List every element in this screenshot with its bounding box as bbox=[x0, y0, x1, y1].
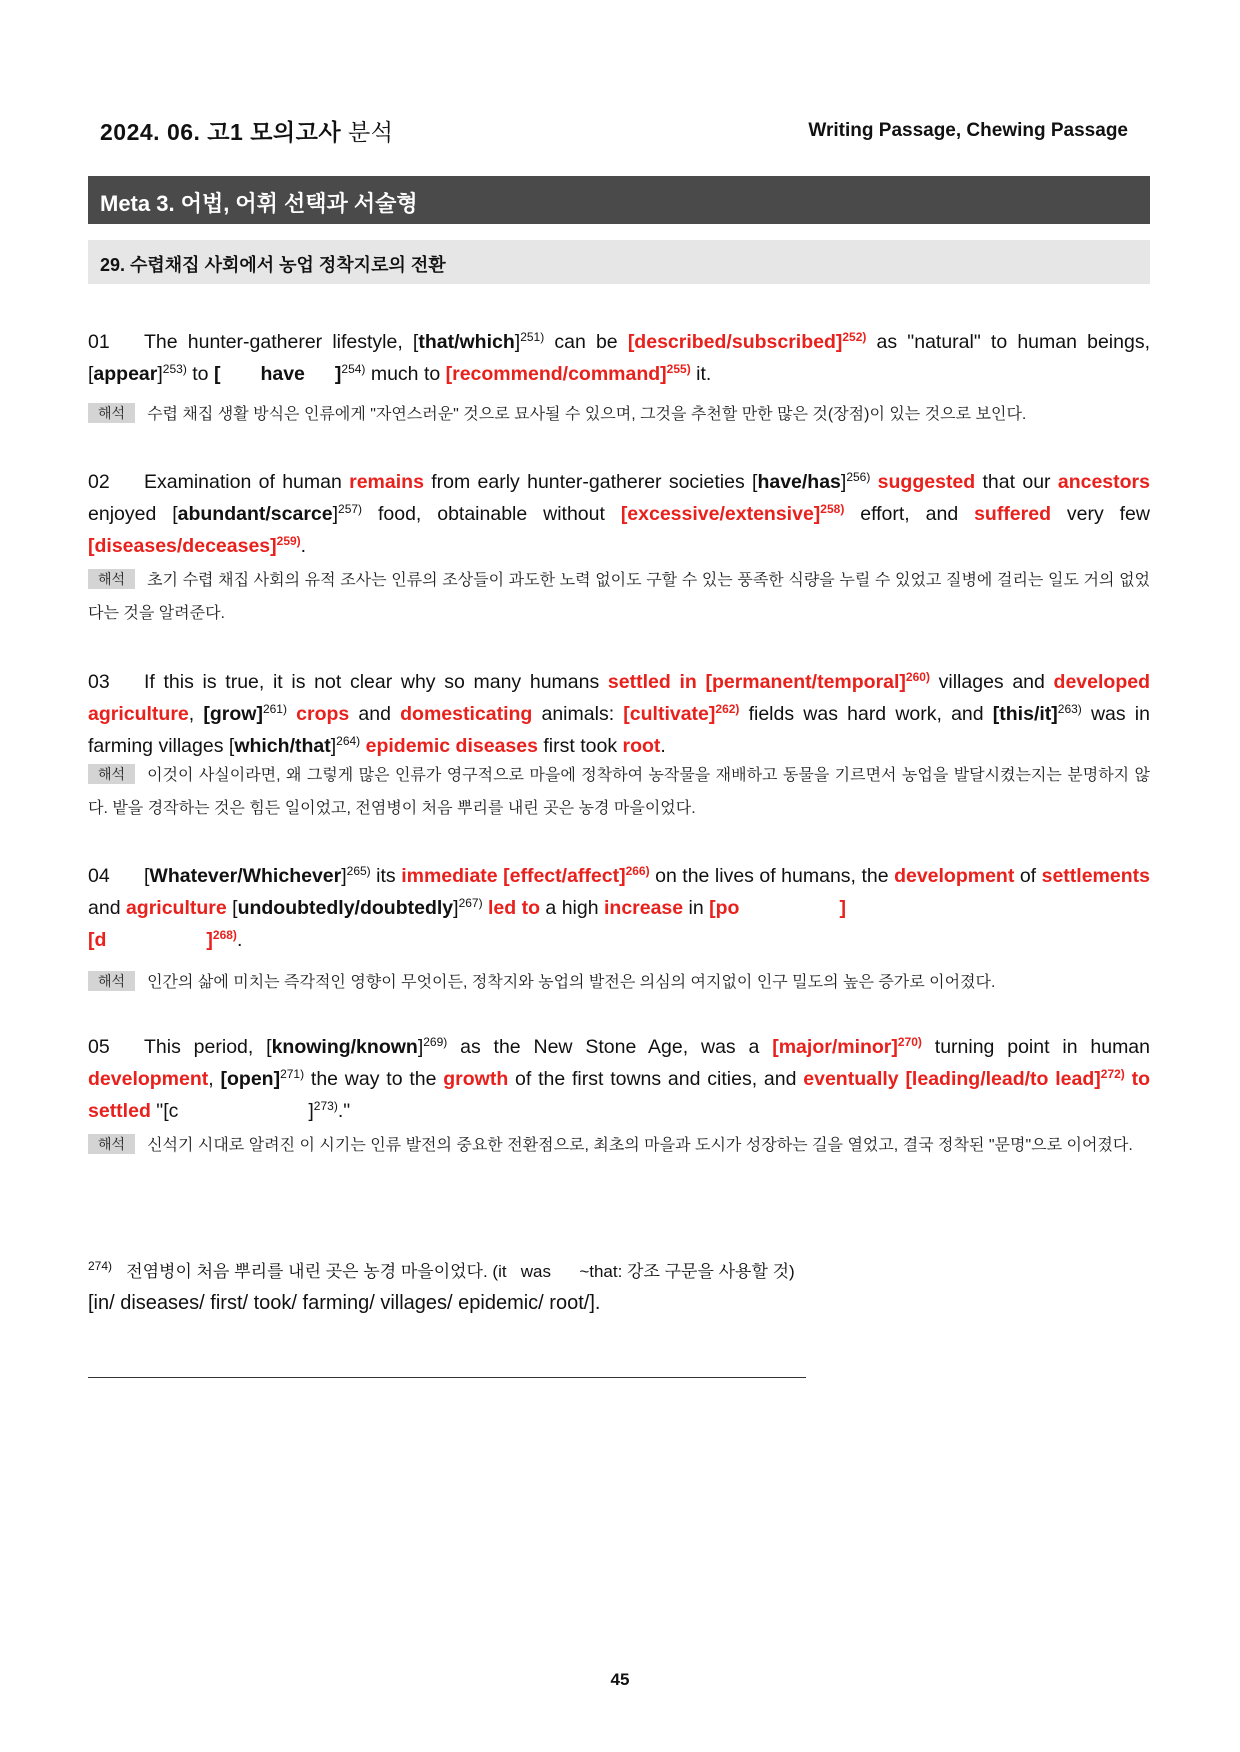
paragraph-02: 02 Examination of human remains from early hunter-gatherer societies [have/has]$^{256)}$ suggested that our ancestors enjoyed [abundant/scarce]$^{257)}$ food, obtainable without [excessive/extensive]$^{258)}$ effort, and suffered very few [diseases/deceases]$^{259)}$. bbox=[88, 466, 1150, 562]
translation-tag: 해석 bbox=[88, 1134, 135, 1154]
translation-01 bbox=[88, 398, 1150, 431]
paragraph-04: 04 [Whatever/Whichever]$^{265)}$ its immediate [effect/affect]$^{266)}$ on the lives of humans, the development of settlements and agriculture [undoubtedly/doubtedly]$^{267)}$ led to a high increase in [po ] [d ]$^{268)}$. bbox=[88, 860, 1150, 956]
translation-text: 인간의 삶에 미치는 즉각적인 영향이 무엇이든, 정착지와 농업의 발전은 의심의 여지없이 인구 밀도의 높은 증가로 이어졌다. bbox=[147, 974, 996, 991]
paragraph-05: 05 This period, [knowing/known]$^{269)}$ as the New Stone Age, was a [major/minor]$^{270)}$ turning point in human development, [open]$^{271)}$ the way to the growth of the first towns and cities, and eventually [leading/lead/to lead]$^{272)}$ to settled "[c ]$^{273)}$." bbox=[88, 1031, 1150, 1127]
header-exam-title bbox=[100, 114, 393, 147]
paragraph-number: 02 bbox=[88, 471, 110, 493]
header-analysis: 분석 bbox=[347, 119, 394, 145]
question-title: 29. 수렵채집 사회에서 농업 정착지로의 전환 bbox=[88, 240, 1150, 284]
translation-tag: 해석 bbox=[88, 971, 135, 991]
translation-04 bbox=[88, 966, 1150, 999]
translation-text: 초기 수렵 채집 사회의 유적 조사는 인류의 조상들이 과도한 노력 없이도 구할 수 있는 풍족한 식량을 누릴 수 있었고 질병에 걸리는 일도 거의 없었다는 것을 알려준다. bbox=[88, 572, 1150, 622]
translation-05 bbox=[88, 1129, 1150, 1162]
footnote-text: 전염병이 처음 뿌리를 내린 곳은 농경 마을이었다. (it was ~that: 강조 구문을 사용할 것) bbox=[126, 1262, 795, 1281]
footnote-number: 274) bbox=[88, 1259, 113, 1273]
translation-tag: 해석 bbox=[88, 764, 135, 784]
translation-text: 신석기 시대로 알려진 이 시기는 인류 발전의 중요한 전환점으로, 최초의 마을과 도시가 성장하는 길을 열었고, 결국 정착된 "문명"으로 이어졌다. bbox=[147, 1137, 1133, 1154]
footnote-274 bbox=[88, 1257, 795, 1282]
translation-tag: 해석 bbox=[88, 569, 135, 589]
paragraph-number: 04 bbox=[88, 865, 110, 887]
section-title: Meta 3. 어법, 어휘 선택과 서술형 bbox=[88, 176, 1150, 224]
translation-03 bbox=[88, 759, 1150, 825]
header-right-title: Writing Passage, Chewing Passage bbox=[808, 120, 1128, 141]
word-bank: [in/ diseases/ first/ took/ farming/ villages/ epidemic/ root/]. bbox=[88, 1292, 601, 1314]
paragraph-03: 03 If this is true, it is not clear why so many humans settled in [permanent/temporal]$^{260)}$ villages and developed agriculture, [grow]$^{261)}$ crops and domesticating animals: [cultivate]$^{262)}$ fields was hard work, and [this/it]$^{263)}$ was in farming villages [which/that]$^{264)}$ epidemic diseases first took root. bbox=[88, 666, 1150, 762]
paragraph-number: 03 bbox=[88, 671, 110, 693]
translation-text: 이것이 사실이라면, 왜 그렇게 많은 인류가 영구적으로 마을에 정착하여 농작물을 재배하고 동물을 기르면서 농업을 발달시켰는지는 분명하지 않다. 밭을 경작하는 것은 힘든 일이었고, 전염병이 처음 뿌리를 내린 곳은 농경 마을이었다. bbox=[88, 767, 1150, 817]
header-exam: 2024. 06. 고1 모의고사 bbox=[100, 119, 342, 145]
page-number: 45 bbox=[610, 1670, 630, 1689]
translation-02 bbox=[88, 564, 1150, 630]
paragraph-number: 05 bbox=[88, 1036, 110, 1058]
answer-line[interactable] bbox=[88, 1377, 806, 1378]
translation-text: 수렵 채집 생활 방식은 인류에게 "자연스러운" 것으로 묘사될 수 있으며, 그것을 추천할 만한 많은 것(장점)이 있는 것으로 보인다. bbox=[147, 406, 1027, 423]
translation-tag: 해석 bbox=[88, 403, 135, 423]
paragraph-number: 01 bbox=[88, 331, 110, 353]
paragraph-01: 01 The hunter-gatherer lifestyle, [that/which]$^{251)}$ can be [described/subscribed]$^{252)}$ as "natural" to human beings, [appear]$^{253)}$ to [ have ]$^{254)}$ much to [recommend/command]$^{255)}$ it. bbox=[88, 326, 1150, 390]
